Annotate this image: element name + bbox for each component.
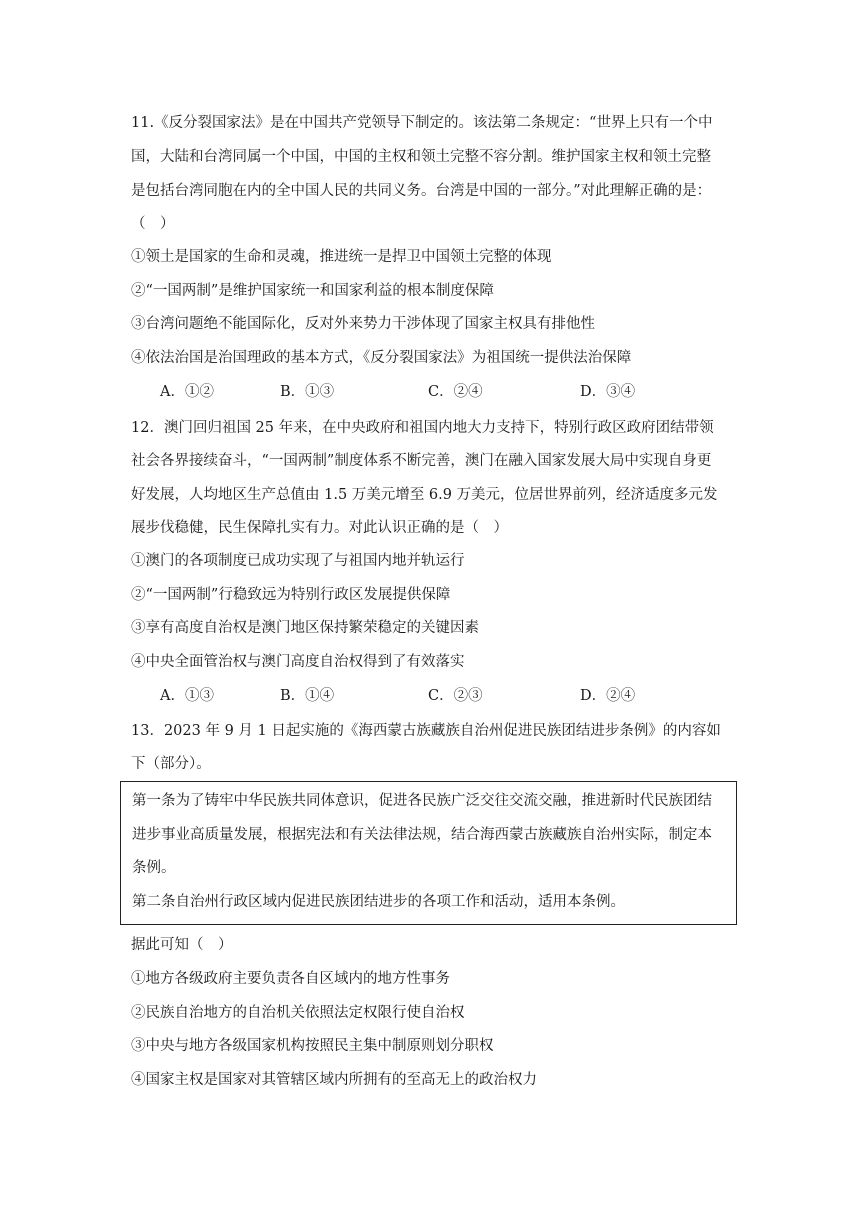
excerpt-line-3: 条例。 (132, 860, 176, 876)
q11-stem-line-2: 国，大陆和台湾同属一个中国，中国的主权和领土完整不容分割。维护国家主权和领土完整 (131, 149, 711, 165)
q13-item-2: ②民族自治地方的自治机关依照法定权限行使自治权 (131, 1005, 465, 1021)
q11-stem-line-4: （ ） (131, 216, 175, 232)
q11-options (160, 382, 740, 402)
q12-option-b[interactable]: B．①④ (280, 688, 335, 704)
q13-stem-line-1: 13．2023 年 9 月 1 日起实施的《海西蒙古族藏族自治州促进民族团结进步条例》的内容如 (131, 723, 721, 739)
q11-item-1: ①领土是国家的生命和灵魂，推进统一是捍卫中国领土完整的体现 (131, 249, 552, 265)
regulation-excerpt-box (120, 781, 737, 925)
q12-stem-line-3: 好发展，人均地区生产总值由 1.5 万美元增至 6.9 万美元，位居世界前列，经济适度多元发 (131, 487, 718, 503)
q11-option-b[interactable]: B．①③ (280, 384, 335, 400)
q13-item-3: ③中央与地方各级国家机构按照民主集中制原则划分职权 (131, 1038, 494, 1054)
q11-item-3: ③台湾问题绝不能国际化，反对外来势力干涉体现了国家主权具有排他性 (131, 316, 595, 332)
excerpt-line-2: 进步事业高质量发展，根据宪法和有关法律法规，结合海西蒙古族藏族自治州实际，制定本 (132, 827, 712, 843)
q12-item-1: ①澳门的各项制度已成功实现了与祖国内地并轨运行 (131, 553, 465, 569)
q12-item-3: ③享有高度自治权是澳门地区保持繁荣稳定的关键因素 (131, 620, 479, 636)
q11-option-c[interactable]: C．②④ (428, 384, 483, 400)
q12-options (160, 686, 740, 706)
q12-option-c[interactable]: C．②③ (428, 688, 483, 704)
q11-item-2: ②“一国两制”是维护国家统一和国家利益的根本制度保障 (131, 283, 494, 299)
q13-question-stem: 据此可知（ ） (131, 937, 233, 953)
q13-item-1: ①地方各级政府主要负责各自区域内的地方性事务 (131, 971, 450, 987)
q12-stem-line-4: 展步伐稳健，民生保障扎实有力。对此认识正确的是（ ） (131, 520, 508, 536)
q13-item-4: ④国家主权是国家对其管辖区域内所拥有的至高无上的政治权力 (131, 1072, 537, 1088)
q11-item-4: ④依法治国是治国理政的基本方式，《反分裂国家法》为祖国统一提供法治保障 (131, 350, 632, 366)
q11-stem-line-1: 11.《反分裂国家法》是在中国共产党领导下制定的。该法第二条规定：“世界上只有一个中 (131, 115, 713, 131)
excerpt-line-4: 第二条自治州行政区域内促进民族团结进步的各项工作和活动，适用本条例。 (132, 894, 625, 910)
q13-stem-line-2: 下（部分）。 (131, 756, 211, 772)
q12-option-a[interactable]: A．①③ (160, 688, 214, 704)
q12-stem-line-1: 12．澳门回归祖国 25 年来，在中央政府和祖国内地大力支持下，特别行政区政府团结带领 (131, 420, 714, 436)
q11-option-d[interactable]: D．③④ (580, 384, 636, 400)
q12-stem-line-2: 社会各界接续奋斗，“一国两制”制度体系不断完善，澳门在融入国家发展大局中实现自身更 (131, 453, 712, 469)
q12-item-4: ④中央全面管治权与澳门高度自治权得到了有效落实 (131, 654, 465, 670)
q12-item-2: ②“一国两制”行稳致远为特别行政区发展提供保障 (131, 587, 451, 603)
q12-option-d[interactable]: D．②④ (580, 688, 636, 704)
q11-stem-line-3: 是包括台湾同胞在内的全中国人民的共同义务。台湾是中国的一部分。”对此理解正确的是： (131, 183, 712, 199)
q11-option-a[interactable]: A．①② (160, 384, 214, 400)
excerpt-line-1: 第一条为了铸牢中华民族共同体意识，促进各民族广泛交往交流交融，推进新时代民族团结 (132, 793, 712, 809)
